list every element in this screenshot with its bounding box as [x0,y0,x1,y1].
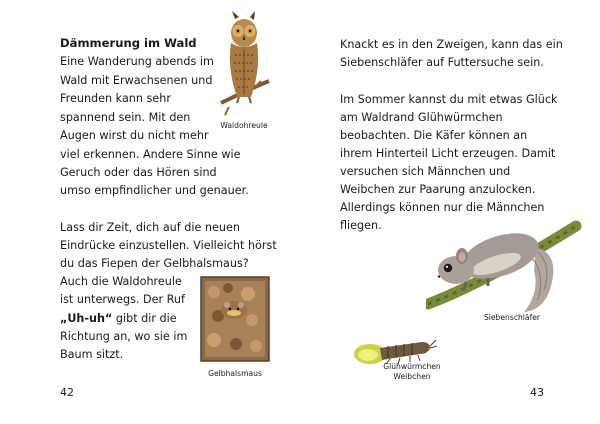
page-title: Dämmerung im Wald [60,36,197,50]
text-line: am Waldrand Glühwürmchen [340,111,503,124]
text-line: spannend sein. Mit den [60,111,191,124]
text-line: Richtung an, wo sie im [60,330,188,343]
text-line: Im Sommer kannst du mit etwas Glück [340,93,558,106]
text-fragment: gibt dir die [112,312,177,325]
text-line: versuchen sich Männchen und [340,165,511,178]
text-line: Knackt es in den Zweigen, kann das ein [340,38,563,51]
text-line: ist unterwegs. Der Ruf [60,293,185,306]
caption-mouse: Gelbhalsmaus [208,369,262,378]
caption-line: Weibchen [393,372,431,381]
mouse-illustration [200,276,270,362]
text-line: Eindrücke einzustellen. Vielleicht hörst [60,239,277,252]
caption-dormouse: Siebenschläfer [483,313,541,322]
text-line: viel erkennen. Andere Sinne wie [60,148,241,161]
text-line: Baum sitzt. [60,348,124,361]
owl-illustration [215,11,273,117]
text-line: Siebenschläfer auf Futtersuche sein. [340,56,544,69]
owl-call: „Uh-uh“ [60,312,113,325]
text-line: umso empfindlicher und genauer. [60,184,249,197]
caption-line: Glühwürmchen [383,362,441,371]
text-line: Auch die Waldohreule [60,275,182,288]
text-line: Wald mit Erwachsenen und [60,74,213,87]
text-line: Augen wirst du nicht mehr [60,129,209,142]
text-line: Weibchen zur Paarung anzulocken. [340,183,536,196]
page-number: 42 [60,386,74,399]
page-number: 43 [530,386,544,399]
text-line: ihrem Hinterteil Licht erzeugen. Damit [340,147,556,160]
dormouse-illustration [426,212,584,316]
firefly-illustration [350,330,438,366]
text-line: Eine Wanderung abends im [60,55,214,68]
text-line: Allerdings können nur die Männchen [340,201,545,214]
caption-firefly [374,362,450,382]
caption-owl: Waldohreule [220,121,268,130]
text-line: Geruch oder das Hören sind [60,166,217,179]
text-line [60,310,177,329]
text-line: Freunden kann sehr [60,92,171,105]
text-line: fliegen. [340,219,382,232]
text-line: beobachten. Die Käfer können an [340,129,528,142]
right-page [300,0,600,424]
text-line: du das Fiepen der Gelbhalsmaus? [60,257,249,270]
text-line: Lass dir Zeit, dich auf die neuen [60,221,240,234]
